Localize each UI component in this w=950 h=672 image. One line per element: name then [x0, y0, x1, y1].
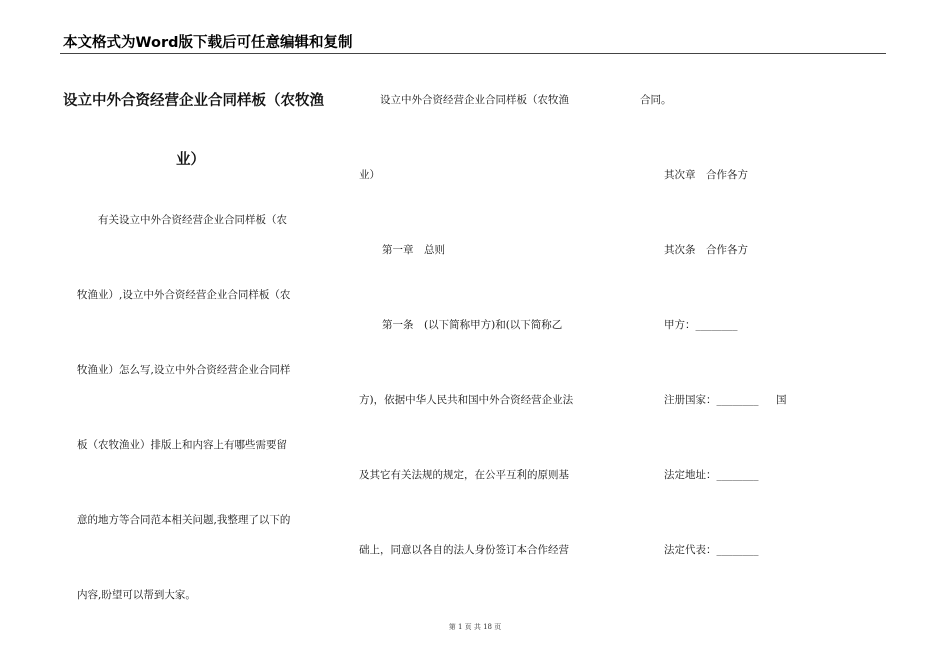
article-1-line-3: 及其它有关法规的规定，在公平互利的原则基: [359, 469, 569, 481]
party-a-field: 甲方：________: [664, 319, 738, 331]
legal-representative-field: 法定代表：________: [664, 544, 759, 556]
intro-line-2: 牧渔业）,设立中外合资经营企业合同样板（农: [77, 289, 291, 301]
article-2-heading: 其次条 合作各方: [664, 244, 748, 256]
intro-line-4: 板（农牧渔业）排版上和内容上有哪些需要留: [77, 439, 287, 451]
registered-country-field: 注册国家：________: [664, 394, 759, 406]
legal-address-field: 法定地址：________: [664, 469, 759, 481]
col2-line-1b: 合同。: [640, 94, 672, 106]
chapter-1-heading: 第一章 总则: [382, 244, 445, 256]
article-1-line-2: 方)，依据中华人民共和国中外合资经营企业法: [359, 394, 574, 406]
header-divider: [60, 53, 886, 54]
article-1-line-1: 第一条 (以下简称甲方)和(以下简称乙: [382, 319, 563, 331]
registered-country-suffix: 国: [776, 394, 787, 406]
intro-line-5: 意的地方等合同范本相关问题,我整理了以下的: [77, 514, 291, 526]
col2-line-1a: 设立中外合资经营企业合同样板（农牧渔: [380, 94, 569, 106]
intro-line-6: 内容,盼望可以帮到大家。: [77, 589, 196, 601]
doc-title-line-2: 业）: [176, 152, 205, 168]
doc-title-line-1: 设立中外合资经营企业合同样板（农牧渔: [63, 93, 324, 109]
intro-line-1: 有关设立中外合资经营企业合同样板（农: [98, 214, 287, 226]
document-header-title: 本文格式为Word版下载后可任意编辑和复制: [63, 35, 353, 51]
chapter-2-heading: 其次章 合作各方: [664, 169, 748, 181]
intro-line-3: 牧渔业）怎么写,设立中外合资经营企业合同样: [77, 364, 291, 376]
page-number: 第 1 页 共 18 页: [448, 623, 502, 631]
article-1-line-4: 础上，同意以各自的法人身份签订本合作经营: [359, 544, 569, 556]
col2-line-2: 业）: [359, 169, 380, 181]
